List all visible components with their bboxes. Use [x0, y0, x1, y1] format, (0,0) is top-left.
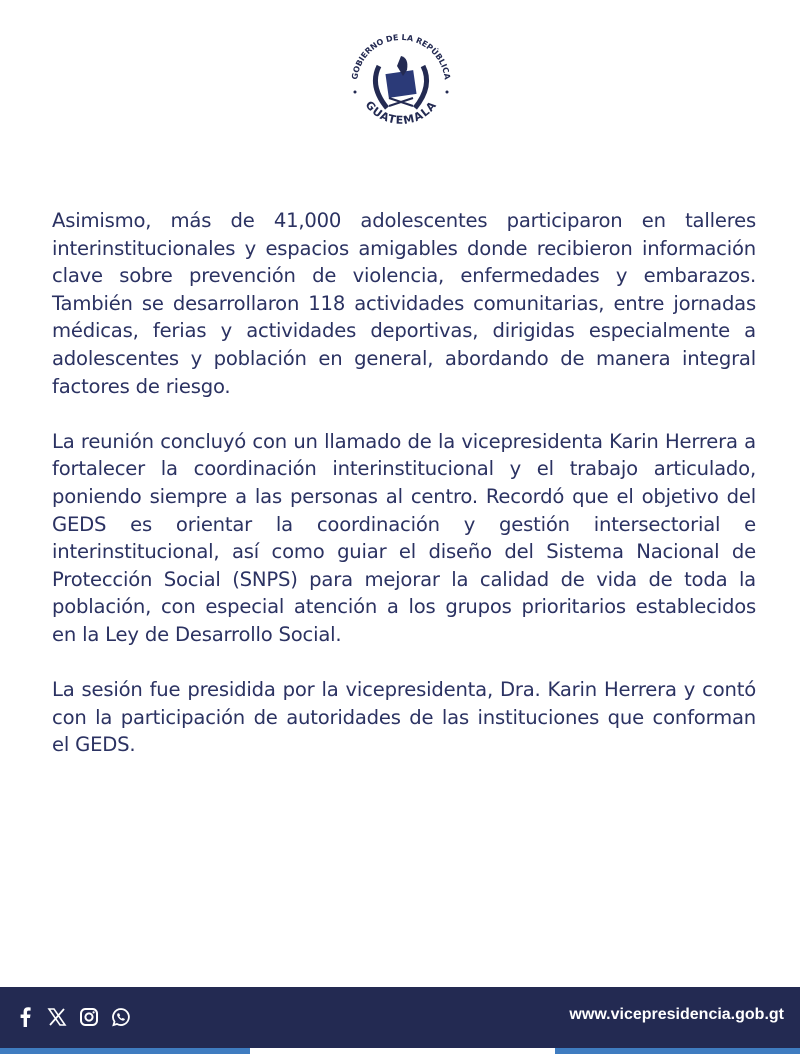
facebook-icon[interactable]	[14, 1005, 36, 1029]
paragraph: Asimismo, más de 41,000 adolescentes participaron en talleres interinstitucionales y espacios amigables donde recibieron información clave sobre prevención de violencia, enfermedades y embarazos. También se desarrollaron 118 actividades comunitarias, entre jornadas médicas, ferias y actividades deportivas, dirigidas especialmente a adolescentes y población en general, abordando de manera integral factores de riesgo.	[52, 209, 756, 398]
social-links	[14, 1005, 132, 1029]
instagram-icon[interactable]	[78, 1005, 100, 1029]
document-body	[52, 207, 756, 786]
whatsapp-icon[interactable]	[110, 1005, 132, 1029]
paragraph: La reunión concluyó con un llamado de la vicepresidenta Karin Herrera a fortalecer la coordinación interinstitucional y el trabajo articulado, poniendo siempre a las personas al centro. Recordó que el objetivo del GEDS es orientar la coordinación y gestión intersectorial e interinstitucional, así como guiar el diseño del Sistema Nacional de Protección Social (SNPS) para mejorar la calidad de vida de toda la población, con especial atención a los grupos prioritarios establecidos en la Ley de Desarrollo Social.	[52, 429, 756, 646]
footer	[0, 987, 800, 1048]
footer-stripe-right	[555, 1048, 800, 1054]
x-icon[interactable]	[46, 1005, 68, 1029]
guatemala-government-seal	[343, 26, 459, 132]
website-link[interactable]: www.vicepresidencia.gob.gt	[569, 1006, 784, 1023]
svg-text:GOBIERNO DE LA REPÚBLICA: GOBIERNO DE LA REPÚBLICA	[350, 32, 452, 81]
footer-stripe-center	[250, 1048, 555, 1054]
paragraph: La sesión fue presidida por la vicepresidenta, Dra. Karin Herrera y contó con la participación de autoridades de las instituciones que conforman el GEDS.	[52, 678, 756, 757]
svg-text:GUATEMALA: GUATEMALA	[362, 98, 440, 128]
footer-stripe-left	[0, 1048, 250, 1054]
